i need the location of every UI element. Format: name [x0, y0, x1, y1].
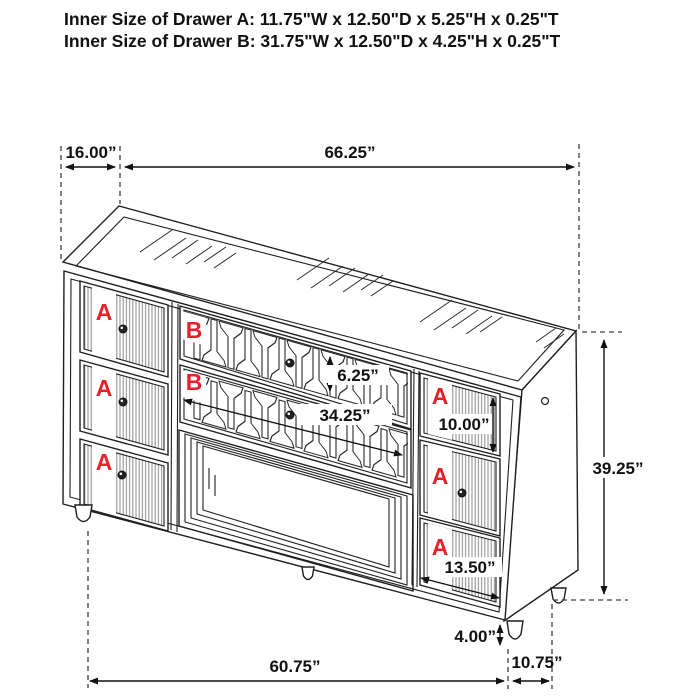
dim-drawer-a-right-height-value: 10.00”: [438, 415, 490, 434]
drawer-b-label: B: [185, 317, 203, 343]
dresser-foot: [75, 505, 92, 522]
drawer-a-inner-size-text: Inner Size of Drawer A: 11.75"W x 12.50"D x 5.25"H x 0.25"T: [64, 9, 559, 29]
drawer-knob-icon: [119, 398, 127, 406]
dim-drawer-a-bottom-width-value: 13.50”: [444, 558, 496, 577]
drawer-b-inner-size-text: Inner Size of Drawer B: 31.75"W x 12.50"D x 4.25"H x 0.25"T: [64, 31, 561, 51]
drawer-knob-icon: [119, 325, 127, 333]
drawer-a-label: A: [431, 383, 449, 409]
drawer-knob-icon: [118, 471, 126, 479]
dim-base-width-value: 60.75”: [269, 657, 321, 676]
dim-base-depth: [511, 653, 562, 681]
drawer-knob-icon: [458, 489, 466, 497]
dim-top-width-value: 66.25”: [324, 143, 376, 162]
dim-leg-height: [454, 625, 500, 646]
dim-drawer-b-width-value: 34.25”: [319, 406, 371, 425]
drawer-a-label: A: [95, 375, 113, 401]
drawer-a-label: A: [95, 299, 113, 325]
drawer-knob-icon: [286, 411, 294, 419]
drawer-a-label: A: [431, 534, 449, 560]
dim-total-height-value: 39.25”: [592, 459, 644, 478]
dresser-foot: [507, 621, 523, 639]
side-peg-hole: [542, 398, 549, 405]
dim-drawer-b-height-value: 6.25”: [337, 366, 379, 385]
dresser-foot: [551, 588, 566, 603]
dim-leg-height-value: 4.00”: [454, 627, 496, 646]
drawer-knob-icon: [286, 359, 294, 367]
dim-top-depth: [65, 143, 116, 167]
dim-top-width: [125, 143, 574, 167]
drawer-a-label: A: [95, 449, 113, 475]
dim-base-depth-value: 10.75”: [511, 653, 563, 672]
dim-top-depth-value: 16.00”: [65, 143, 117, 162]
dresser-foot: [302, 567, 314, 580]
dim-total-height: [586, 340, 650, 594]
dim-base-width: [90, 657, 504, 681]
drawer-b-label: B: [185, 369, 203, 395]
drawer-a-label: A: [431, 463, 449, 489]
